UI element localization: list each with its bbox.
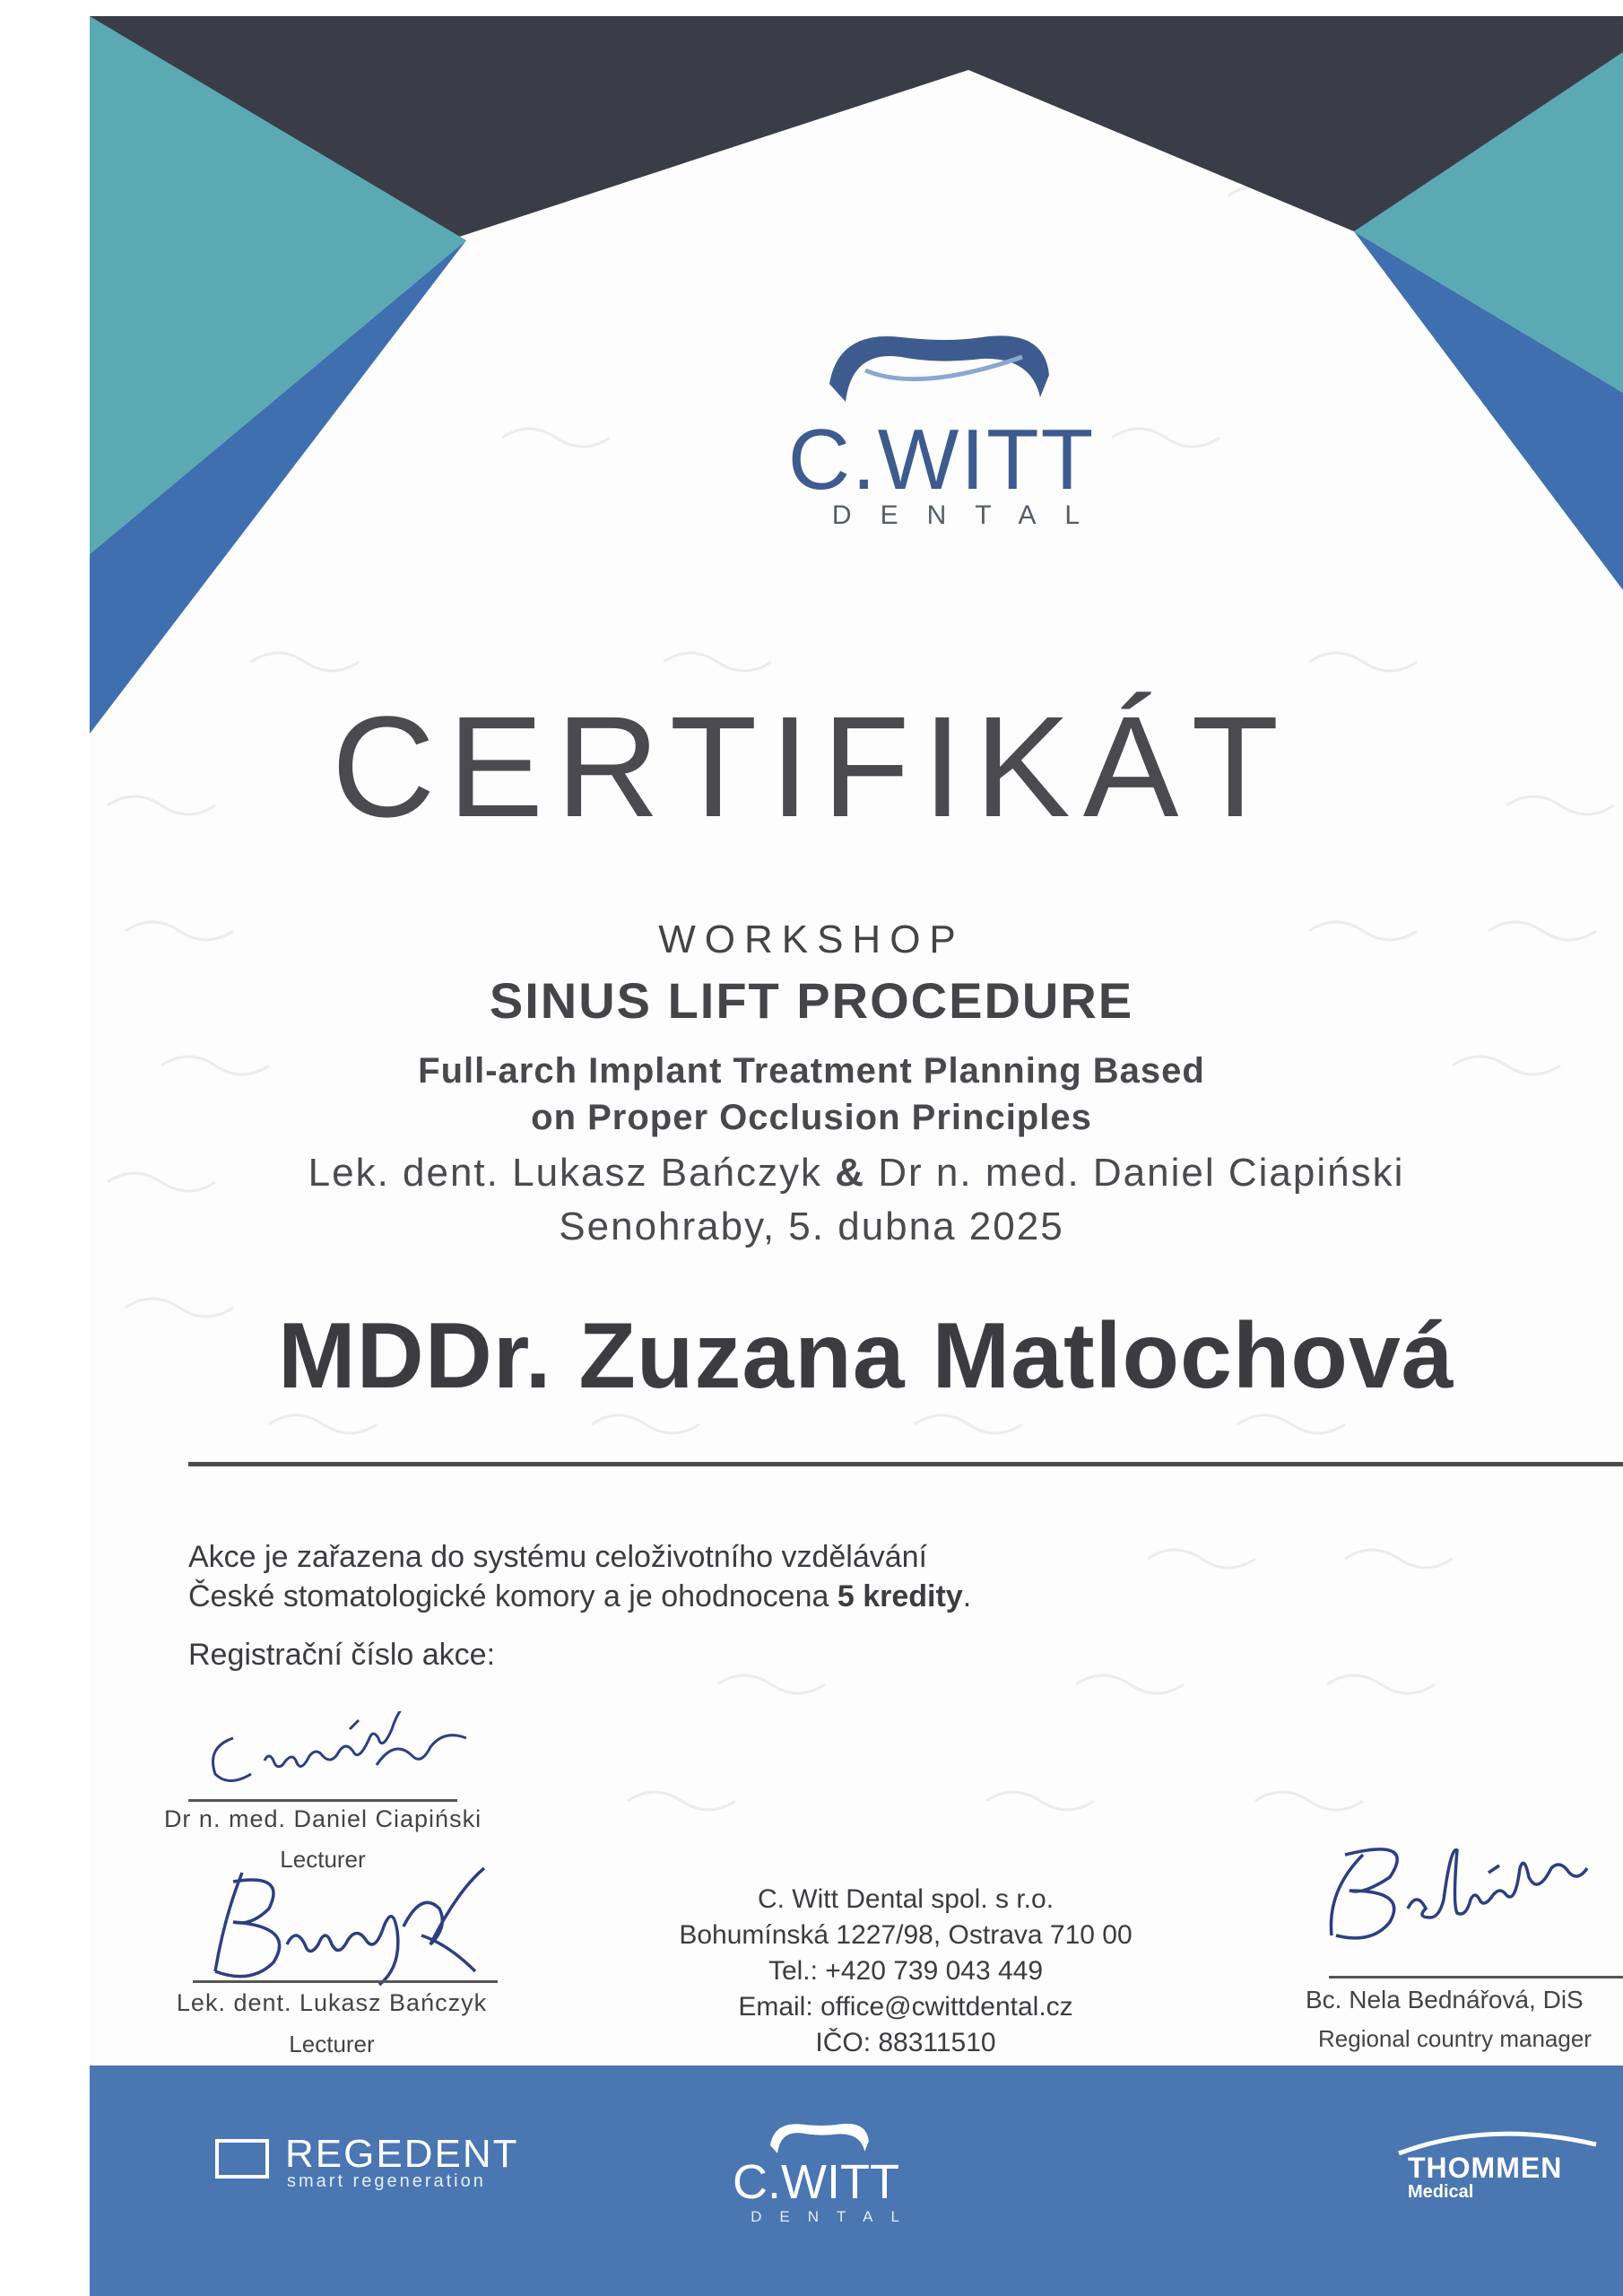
certificate-title: CERTIFIKÁT	[331, 686, 1292, 847]
footer-logo-brand: C.WITT	[733, 2155, 899, 2209]
certificate-sheet	[90, 16, 1623, 2296]
accreditation-line2-text: České stomatologické komory a je ohodnocena	[188, 1579, 829, 1613]
cwitt-logo-top	[664, 321, 1219, 536]
regedent-tagline: smart regeneration	[287, 2171, 486, 2191]
logo-brand: C.WITT	[787, 412, 1096, 508]
regedent-logo	[215, 2132, 592, 2198]
place-date: Senohraby, 5. dubna 2025	[559, 1205, 1064, 1248]
tooth-arch-icon	[812, 321, 1072, 411]
signer-2-name: Lek. dent. Lukasz Bańczyk	[176, 1989, 488, 2016]
signer-2-role: Lecturer	[289, 2031, 375, 2057]
signer-1-name: Dr n. med. Daniel Ciapiński	[163, 1805, 482, 1832]
company-address: Bohumínská 1227/98, Ostrava 710 00	[679, 1920, 1133, 1950]
recipient-name: MDDr. Zuzana Matlochová	[278, 1304, 1454, 1408]
company-info	[628, 1882, 1184, 2061]
tooth-arch-icon-footer	[762, 2115, 879, 2160]
cwitt-logo-footer	[628, 2115, 1004, 2240]
signature-line-3	[1329, 1976, 1623, 1979]
signature-line-2	[193, 1980, 498, 1983]
lecturer-a: Lek. dent. Lukasz Bańczyk	[308, 1151, 823, 1195]
workshop-title: SINUS LIFT PROCEDURE	[489, 972, 1134, 1029]
lecturer-b: Dr n. med. Daniel Ciapiński	[878, 1151, 1405, 1195]
workshop-subtitle	[90, 1048, 1623, 1141]
recipient-divider	[188, 1462, 1623, 1466]
signer-3-role: Regional country manager	[1318, 2025, 1592, 2052]
thommen-sub: Medical	[1408, 2182, 1474, 2202]
workshop-label: WORKSHOP	[658, 918, 965, 961]
company-ico: IČO: 88311510	[815, 2028, 996, 2057]
accreditation-line2	[188, 1577, 1354, 1616]
signature-ciapinski	[197, 1711, 484, 1792]
company-phone: Tel.: +420 739 043 449	[768, 1956, 1044, 1986]
signer-3-name: Bc. Nela Bednářová, DiS	[1306, 1986, 1584, 2013]
regedent-name: REGEDENT	[285, 2132, 519, 2176]
workshop-subtitle-line1: Full-arch Implant Treatment Planning Based	[418, 1051, 1205, 1091]
ampersand: &	[835, 1151, 866, 1195]
company-email[interactable]: Email: office@cwittdental.cz	[738, 1992, 1073, 2022]
footer-logo-subtitle: DENTAL	[751, 2208, 917, 2225]
lecturers-line	[90, 1151, 1623, 1196]
regedent-mark-icon	[215, 2139, 269, 2179]
signature-banczyk	[188, 1864, 511, 1989]
registration-label: Registrační číslo akce:	[188, 1638, 496, 1672]
company-name: C. Witt Dental spol. s r.o.	[757, 1884, 1055, 1914]
thommen-name: THOMMEN	[1408, 2152, 1563, 2184]
credits-value: 5 kredity	[837, 1579, 963, 1613]
logo-subtitle: DENTAL	[831, 500, 1109, 530]
signature-bednarova	[1309, 1837, 1623, 1953]
accreditation-text	[188, 1537, 1354, 1616]
accreditation-period: .	[962, 1579, 972, 1613]
workshop-subtitle-line2: on Proper Occlusion Principles	[531, 1098, 1092, 1137]
accreditation-line1: Akce je zařazena do systému celoživotního vzdělávání	[188, 1540, 928, 1574]
signature-line-1	[188, 1799, 457, 1802]
thommen-logo	[1381, 2128, 1623, 2200]
signer-1-role: Lecturer	[280, 1846, 366, 1873]
